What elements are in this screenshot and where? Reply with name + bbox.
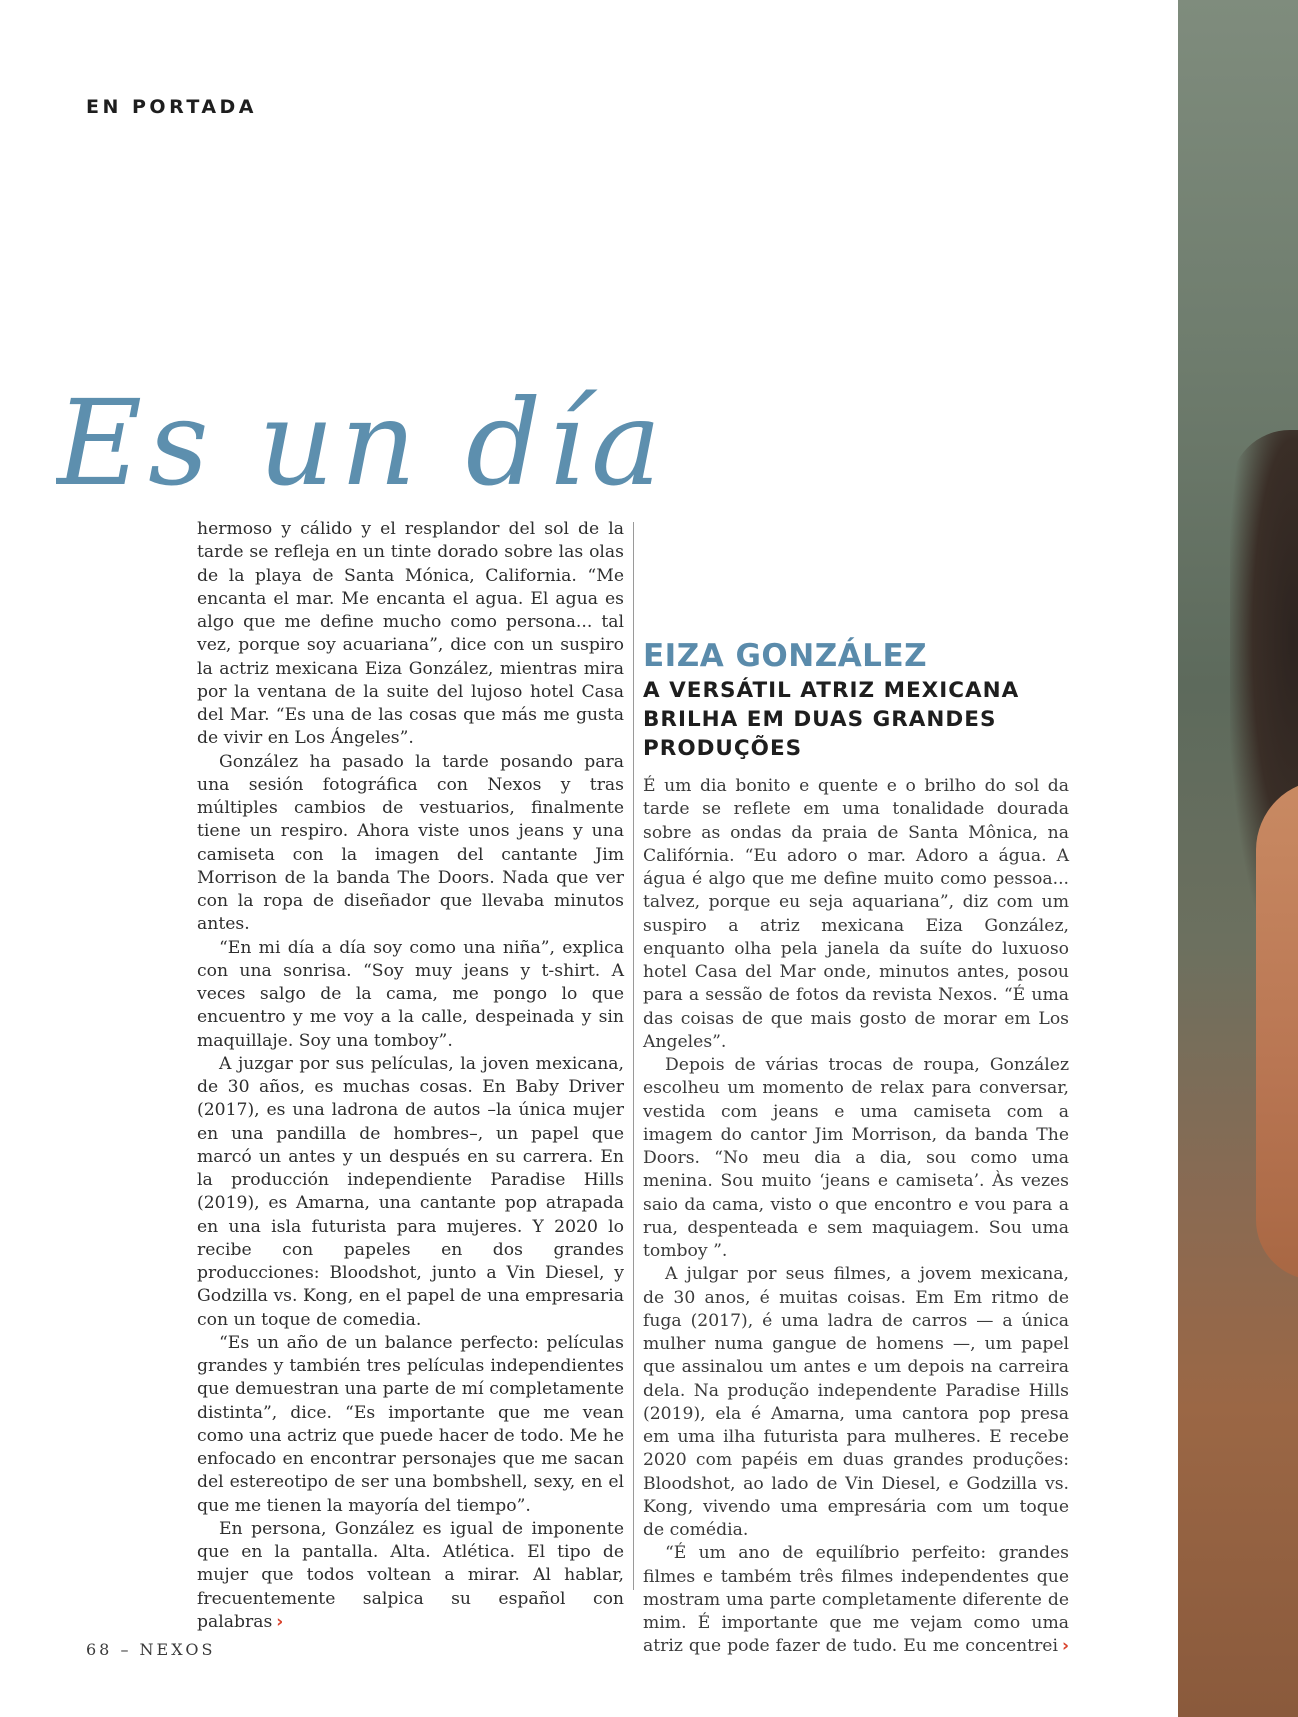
es-paragraph: “En mi día a día soy como una niña”, explica con una sonrisa. “Soy muy jeans y t-shirt. A veces salgo de la cama, me pongo lo que encuentro y me voy a la calle, despeinada y sin maquillaje. Soy una tomboy”. — [197, 937, 624, 1051]
photo-shoulder — [1256, 780, 1298, 1280]
es-paragraph: hermoso y cálido y el resplandor del sol de la tarde se refleja en un tinte dorado sobre las olas de la playa de Santa Mónica, California. “Me encanta el mar. Me encanta el agua. El agua es algo que me define mucho como persona... tal vez, porque soy acuariana”, dice con un suspiro la actriz mexicana Eiza González, mientras mira por la ventana de la suite del lujoso hotel Casa del Mar. “Es una de las cosas que más me gusta de vivir en Los Ángeles”. — [197, 519, 624, 749]
es-paragraph: González ha pasado la tarde posando para una sesión fotográfica con Nexos y tras múltiples cambios de vestuarios, finalmente tiene un respiro. Ahora viste unos jeans y una camiseta con la imagen del cantante Jim Morrison de la banda The Doors. Nada que ver con la ropa de diseñador que llevaba minutos antes. — [197, 751, 624, 935]
page-folio: 68 – NEXOS — [86, 1640, 216, 1659]
pt-paragraph: Depois de várias trocas de roupa, González escolheu um momento de relax para conversar, vestida com jeans e uma camiseta com a imagem do cantor Jim Morrison, da banda The Doors. “No meu dia a dia, sou como uma menina. Sou muito ‘jeans e camiseta’. Às vezes saio da cama, visto o que encontro e vou para a rua, despenteada e sem maquiagem. Sou uma tomboy ”. — [643, 1055, 1069, 1261]
section-kicker: EN PORTADA — [86, 96, 258, 118]
portuguese-subhead: A VERSÁTIL ATRIZ MEXICANA BRILHA EM DUAS GRANDES PRODUÇÕES — [643, 678, 1020, 761]
subject-name: EIZA GONZÁLEZ — [643, 638, 928, 674]
continue-arrow-icon: › — [1061, 1636, 1069, 1657]
es-paragraph-last — [197, 1518, 624, 1634]
script-title-text: Es un día — [56, 374, 668, 512]
pt-paragraph: É um dia bonito e quente e o brilho do sol da tarde se reflete em uma tonalidade dourada sobre as ondas da praia de Santa Mônica, na Califórnia. “Eu adoro o mar. Adoro a água. A água é algo que me define muito como pessoa... talvez, porque eu seja aquariana”, diz com um suspiro a atriz mexicana Eiza González, enquanto olha pela janela da suíte do luxuoso hotel Casa del Mar onde, minutos antes, posou para a sessão de fotos da revista Nexos. “É uma das coisas de que mais gosto de morar em Los Angeles”. — [643, 776, 1069, 1052]
continue-arrow-icon: › — [276, 1611, 284, 1632]
script-title — [56, 372, 676, 512]
pt-paragraph: A julgar por seus filmes, a jovem mexicana, de 30 anos, é muitas coisas. Em Em ritmo de fuga (2017), é uma ladra de carros — a única mulher numa gangue de homens —, um papel que assinalou um antes e um depois na carreira dela. Na produção independente Paradise Hills (2019), ela é Amarna, uma cantora pop presa em uma ilha futurista para mulheres. E recebe 2020 com papéis em duas grandes produções: Bloodshot, ao lado de Vin Diesel, e Godzilla vs. Kong, vivendo uma empresária com um toque de comédia. — [643, 1264, 1069, 1540]
cover-photo-edge — [1178, 0, 1298, 1717]
pt-paragraph-last — [643, 1542, 1069, 1658]
column-divider — [633, 522, 634, 1590]
pt-paragraph-text: “É um ano de equilíbrio perfeito: grandes filmes e também três filmes independentes que mostram uma parte completamente diferente de mim. É importante que me vejam como uma atriz que pode fazer de tudo. Eu me concentrei — [643, 1543, 1069, 1657]
es-paragraph: “Es un año de un balance perfecto: películas grandes y también tres películas independientes que demuestran una parte de mí completamente distinta”, dice. “Es importante que me vean como una actriz que puede hacer de todo. Me he enfocado en encontrar personajes que me sacan del estereotipo de ser una bombshell, sexy, en el que me tienen la mayoría del tiempo”. — [197, 1332, 624, 1516]
portuguese-column — [643, 775, 1069, 1659]
es-paragraph: A juzgar por sus películas, la joven mexicana, de 30 años, es muchas cosas. En Baby Driver (2017), es una ladrona de autos –la única mujer en una pandilla de hombres–, un papel que marcó un antes y un después en su carrera. En la producción independiente Paradise Hills (2019), es Amarna, una cantante pop atrapada en una isla futurista para mujeres. Y 2020 lo recibe con papeles en dos grandes producciones: Bloodshot, junto a Vin Diesel, y Godzilla vs. Kong, en el papel de una empresaria con un toque de comedia. — [197, 1053, 624, 1330]
es-paragraph-text: En persona, González es igual de imponente que en la pantalla. Alta. Atlética. El tipo de mujer que todos voltean a mirar. Al hablar, frecuentemente salpica su español con palabras — [197, 1518, 624, 1632]
spanish-column — [197, 518, 624, 1634]
